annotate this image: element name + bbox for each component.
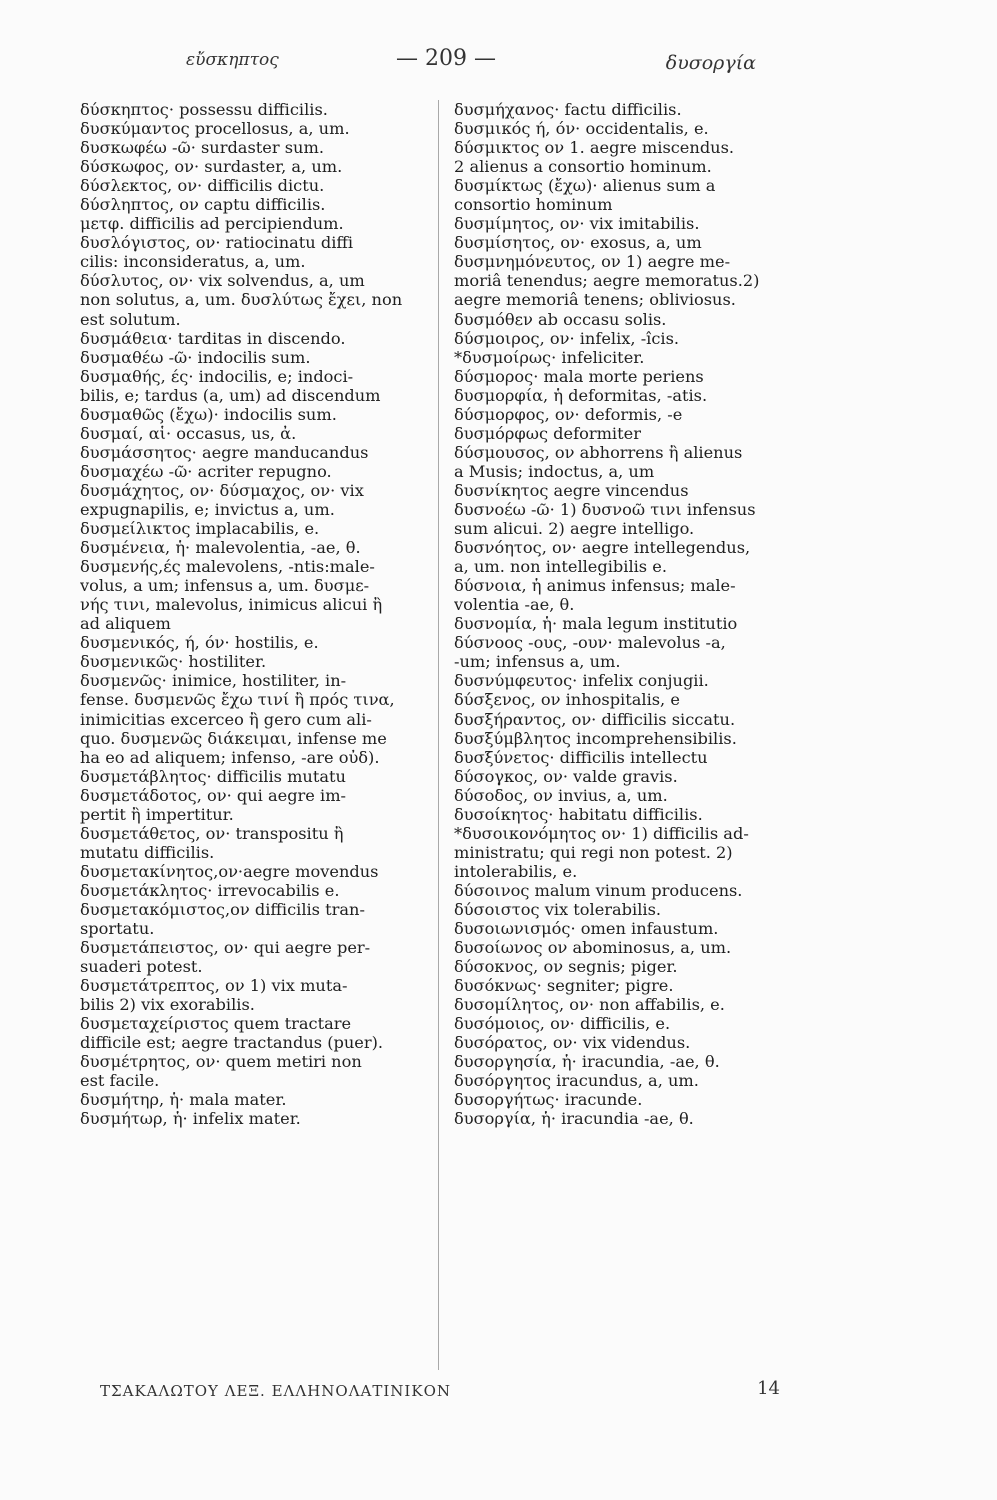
page-number-top: — 209 — [396, 46, 496, 71]
page-header [186, 42, 756, 82]
entry-line: volus, a um; infensus a, um. δυσμε- [80, 576, 370, 596]
entry-line: δυσμικός ή, όν· occidentalis, e. [454, 119, 709, 139]
entry-line: est facile. [80, 1071, 160, 1091]
entry-line: δυσοργησία, ἡ· iracundia, -ae, θ. [454, 1052, 720, 1072]
entry-line: non solutus, a, um. δυσλύτως ἔχει, non [80, 290, 403, 310]
entry-line: δύσξενος, ον inhospitalis, e [454, 690, 680, 710]
entry-line: δυσμορφία, ἡ deformitas, -atis. [454, 385, 708, 405]
column-divider [438, 100, 439, 1370]
page-footer [100, 1378, 780, 1404]
entry-line: δύσκηπτος· possessu difficilis. [80, 100, 328, 119]
entry-line: δύσοδος, ον invius, a, um. [454, 785, 668, 805]
entry-line: δυσόρατος, ον· vix videndus. [454, 1033, 691, 1053]
entry-line: δυσμαθής, ές· indocilis, e; indoci- [80, 366, 354, 386]
entry-line: δυσμενῶς· inimice, hostiliter, in- [80, 671, 347, 691]
entry-line: δύσμικτος ον 1. aegre miscendus. [454, 138, 735, 158]
entry-line: δυσμήτωρ, ἡ· infelix mater. [80, 1109, 301, 1129]
entry-line: δυσμάσσητος· aegre manducandus [80, 442, 369, 462]
entry-line: δυσνόητος, ον· aegre intellegendus, [454, 538, 751, 558]
entry-line: δυσξήραντος, ον· difficilis siccatu. [454, 709, 736, 729]
entry-line: δυσμενής,ές malevolens, -ntis:male- [80, 557, 375, 577]
entry-line: bilis 2) vix exorabilis. [80, 995, 255, 1015]
entry-line: δυσμείλικτος implacabilis, e. [80, 519, 320, 539]
entry-line: δύσνοια, ἡ animus infensus; male- [454, 576, 736, 596]
entry-line: δυσοργήτως· iracunde. [454, 1090, 643, 1110]
entry-line: aegre memoriâ tenens; obliviosus. [454, 290, 736, 310]
entry-line: δυσόκνως· segniter; pigre. [454, 976, 674, 996]
entry-line: difficile est; aegre tractandus (puer). [80, 1033, 384, 1053]
entry-line: δυσμαθέω -ῶ· indocilis sum. [80, 347, 311, 367]
entry-line: sportatu. [80, 919, 155, 939]
entry-line: δύσλεκτος, ον· difficilis dictu. [80, 176, 325, 196]
entry-line: fense. δυσμενῶς ἔχω τινί ἢ πρός τινα, [80, 690, 395, 710]
left-column [80, 100, 428, 1129]
entry-line: δυσνύμφευτος· infelix conjugii. [454, 671, 709, 691]
entry-line: *δυσοικονόμητος ον· 1) difficilis ad- [454, 823, 749, 843]
entry-line: δύσμουσος, ον abhorrens ἢ alienus [454, 442, 743, 462]
entry-line: δυσλόγιστος, ον· ratiocinatu diffi [80, 233, 354, 253]
header-left-guide-word: εὔσκηπτος [186, 50, 279, 70]
entry-line: volentia -ae, θ. [454, 595, 575, 615]
entry-line: δυσμετάδοτος, ον· qui aegre im- [80, 785, 347, 805]
entry-line: suaderi potest. [80, 957, 203, 977]
entry-line: δυσμίμητος, ον· vix imitabilis. [454, 214, 700, 234]
entry-line: cilis: inconsideratus, a, um. [80, 252, 306, 272]
entry-line: δύσμορος· mala morte periens [454, 366, 704, 386]
footer-book-title: ΤΣΑΚΑΛΩΤΟΥ ΛΕΞ. ΕΛΛΗΝΟΛΑΤΙΝΙΚΟΝ [100, 1382, 451, 1400]
entry-line: est solutum. [80, 309, 181, 329]
entry-line: δυσνοέω -ῶ· 1) δυσνοῶ τινι infensus [454, 499, 756, 519]
entry-line: δυσξύμβλητος incomprehensibilis. [454, 728, 737, 748]
entry-line: mutatu difficilis. [80, 842, 215, 862]
entry-line: δύσοινος malum vinum producens. [454, 880, 743, 900]
entry-line: moriâ tenendus; aegre memoratus.2) [454, 271, 760, 291]
entry-line: δυσμίσητος, ον· exosus, a, um [454, 233, 702, 253]
entry-line: δυσμετάβλητος· difficilis mutatu [80, 766, 346, 786]
entry-line: δυσμνημόνευτος, ον 1) aegre me- [454, 252, 731, 272]
header-right-guide-word: δυσοργία [665, 52, 756, 74]
entry-line: δυσομίλητος, ον· non affabilis, e. [454, 995, 725, 1015]
entry-line: μετφ. difficilis ad percipiendum. [80, 214, 344, 234]
entry-line: δυσμαί, αἱ· occasus, us, ἀ. [80, 423, 297, 443]
entry-line: δύσοκνος, ον segnis; piger. [454, 957, 678, 977]
entry-line: δύσμοιρος, ον· infelix, -îcis. [454, 328, 680, 348]
entry-line: δυσοίωνος ον abominosus, a, um. [454, 938, 732, 958]
entry-line: δυσμόρφως deformiter [454, 423, 641, 443]
entry-line: inimicitias excerceo ἢ gero cum ali- [80, 709, 372, 729]
entry-line: -um; infensus a, um. [454, 652, 621, 672]
entry-line: δυσξύνετος· difficilis intellectu [454, 747, 708, 767]
entry-line: δυσμεταχείριστος quem tractare [80, 1014, 352, 1034]
entry-line: *δυσμοίρως· infeliciter. [454, 347, 645, 367]
footer-signature-number: 14 [757, 1378, 780, 1399]
entry-line: δύσμορφος, ον· deformis, -e [454, 404, 683, 424]
entry-line: δυσόμοιος, ον· difficilis, e. [454, 1014, 671, 1034]
entry-line: δύσλυτος, ον· vix solvendus, a, um [80, 271, 365, 291]
entry-line: δυσμαθῶς (ἔχω)· indocilis sum. [80, 404, 337, 424]
entry-line: δυσμετάπειστος, ον· qui aegre per- [80, 938, 371, 958]
entry-line: sum alicui. 2) aegre intelligo. [454, 519, 695, 539]
entry-line: bilis, e; tardus (a, um) ad discendum [80, 385, 381, 405]
entry-line: intolerabilis, e. [454, 861, 578, 881]
entry-line: δύσληπτος, ον captu difficilis. [80, 195, 326, 215]
entry-line: δυσμάχητος, ον· δύσμαχος, ον· vix [80, 480, 364, 500]
entry-line: δυσοιωνισμός· omen infaustum. [454, 919, 719, 939]
entry-line: δυσμετάθετος, ον· transpositu ἢ [80, 823, 344, 843]
entry-line: δυσμίκτως (ἔχω)· alienus sum a [454, 176, 716, 196]
entry-line: 2 alienus a consortio hominum. [454, 157, 712, 177]
entry-line: δυσκωφέω -ῶ· surdaster sum. [80, 138, 324, 158]
entry-line: δυσμάθεια· tarditas in discendo. [80, 328, 346, 348]
entry-line: δυσνομία, ἡ· mala legum institutio [454, 614, 738, 634]
entry-line: δυσμόθεν ab occasu solis. [454, 309, 667, 329]
entry-line: quo. δυσμενῶς διάκειμαι, infense me [80, 728, 387, 748]
entry-line: a Musis; indoctus, a, um [454, 461, 655, 481]
entry-line: δυσμετάκλητος· irrevocabilis e. [80, 880, 340, 900]
entry-line: expugnapilis, e; invictus a, um. [80, 499, 335, 519]
entry-line: δυσμένεια, ἡ· malevolentia, -ae, θ. [80, 538, 361, 558]
entry-line: νής τινι, malevolus, inimicus alicui ἢ [80, 595, 383, 615]
entry-line: δυσμενικῶς· hostiliter. [80, 652, 267, 672]
entry-line: ha eo ad aliquem; infenso, -are οὐδ). [80, 747, 380, 767]
entry-line: δυσμήχανος· factu difficilis. [454, 100, 682, 119]
entry-line: δυσκύμαντος procellosus, a, um. [80, 119, 350, 139]
entry-line: δυσμετάτρεπτος, ον 1) vix muta- [80, 976, 348, 996]
entry-line: ad aliquem [80, 614, 171, 634]
entry-line: ministratu; qui regi non potest. 2) [454, 842, 733, 862]
entry-line: δυσμετακόμιστος,ον difficilis tran- [80, 899, 365, 919]
entry-line: δυσόργητος iracundus, a, um. [454, 1071, 699, 1091]
entry-line: δύσοιστος vix tolerabilis. [454, 899, 662, 919]
entry-line: δυσοργία, ἡ· iracundia -ae, θ. [454, 1109, 694, 1129]
entry-line: δυσνίκητος aegre vincendus [454, 480, 689, 500]
entry-line: δύσογκος, ον· valde gravis. [454, 766, 678, 786]
entry-line: δυσμαχέω -ῶ· acriter repugno. [80, 461, 332, 481]
entry-line: consortio hominum [454, 195, 613, 215]
entry-line: δυσμενικός, ή, όν· hostilis, e. [80, 633, 319, 653]
entry-line: δυσοίκητος· habitatu difficilis. [454, 804, 703, 824]
entry-line: δυσμέτρητος, ον· quem metiri non [80, 1052, 362, 1072]
entry-line: δυσμετακίνητος,ον·aegre movendus [80, 861, 379, 881]
entry-line: δυσμήτηρ, ἡ· mala mater. [80, 1090, 287, 1110]
entry-line: δύσνοος -ους, -ουν· malevolus -a, [454, 633, 726, 653]
entry-line: pertit ἢ impertitur. [80, 804, 234, 824]
entry-line: a, um. non intellegibilis e. [454, 557, 667, 577]
right-column [454, 100, 794, 1129]
entry-line: δύσκωφος, ον· surdaster, a, um. [80, 157, 343, 177]
